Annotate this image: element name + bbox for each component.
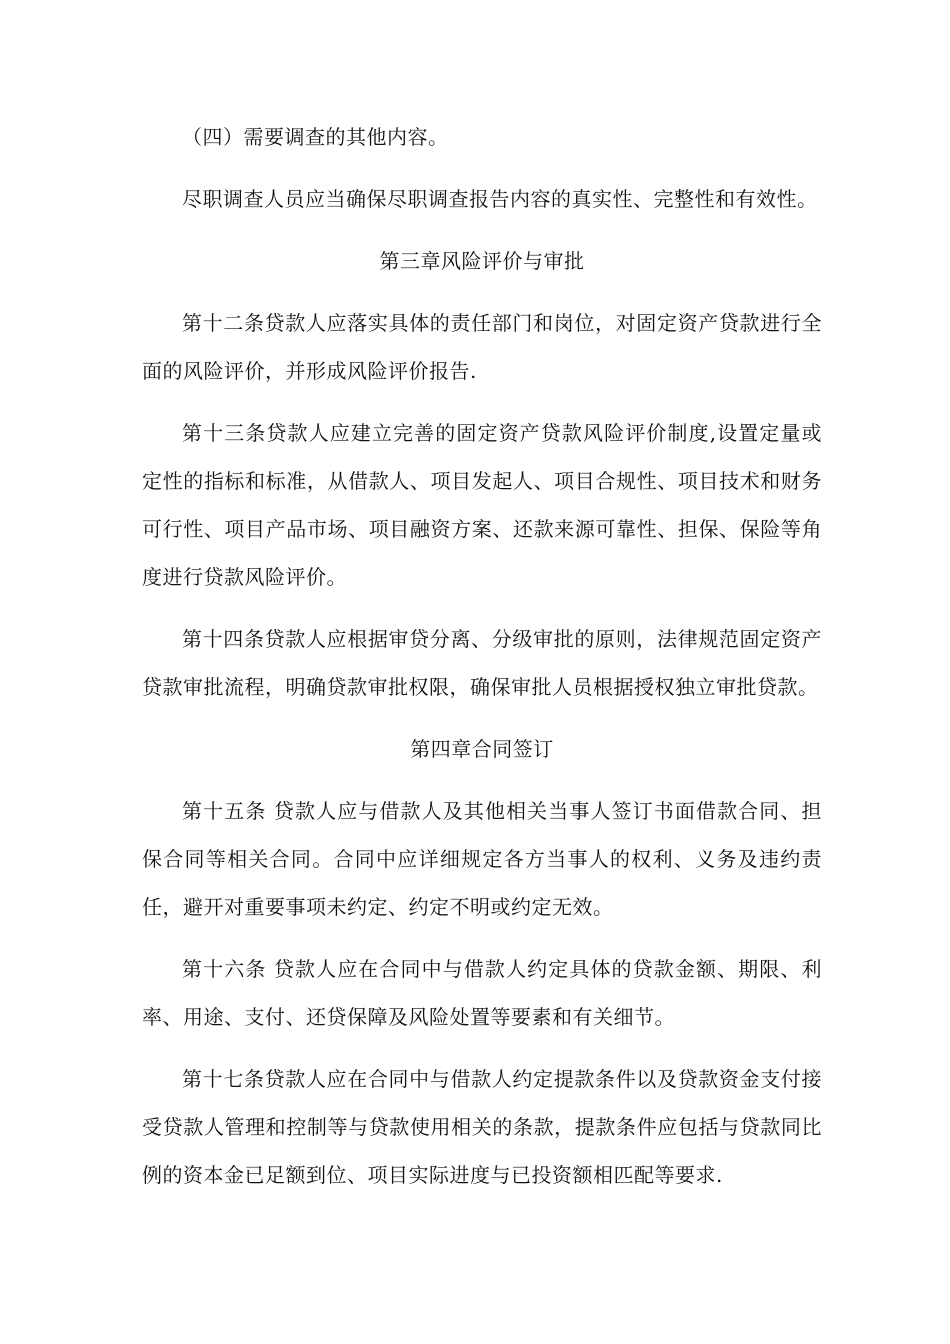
paragraph-article-17: 第十七条贷款人应在合同中与借款人约定提款条件以及贷款资金支付接受贷款人管理和控制等与贷款使用相关的条款，提款条件应包括与贷款同比例的资本金已足额到位、项目实际进度与已投资额相匹配等要求. — [142, 1067, 822, 1187]
paragraph-article-15: 第十五条 贷款人应与借款人及其他相关当事人签订书面借款合同、担保合同等相关合同。合同中应详细规定各方当事人的权利、义务及违约责任，避开对重要事项未约定、约定不明或约定无效。 — [142, 799, 822, 919]
paragraph-article-12: 第十二条贷款人应落实具体的责任部门和岗位，对固定资产贷款进行全面的风险评价，并形成风险评价报告. — [142, 311, 822, 383]
paragraph-article-13: 第十三条贷款人应建立完善的固定资产贷款风险评价制度,设置定量或定性的指标和标准，从借款人、项目发起人、项目合规性、项目技术和财务可行性、项目产品市场、项目融资方案、还款来源可靠性、担保、保险等角度进行贷款风险评价。 — [142, 421, 822, 589]
chapter-heading-three: 第三章风险评价与审批 — [379, 249, 585, 273]
chapter-heading-four: 第四章合同签订 — [410, 737, 554, 761]
paragraph-article-14: 第十四条贷款人应根据审贷分离、分级审批的原则，法律规范固定资产贷款审批流程，明确贷款审批权限，确保审批人员根据授权独立审批贷款。 — [142, 627, 822, 699]
document-body — [142, 113, 822, 1213]
paragraph-due-diligence: 尽职调查人员应当确保尽职调查报告内容的真实性、完整性和有效性。 — [182, 187, 818, 211]
paragraph-item-four: （四）需要调查的其他内容。 — [182, 125, 449, 149]
paragraph-article-16: 第十六条 贷款人应在合同中与借款人约定具体的贷款金额、期限、利率、用途、支付、还贷保障及风险处置等要素和有关细节。 — [142, 957, 822, 1029]
